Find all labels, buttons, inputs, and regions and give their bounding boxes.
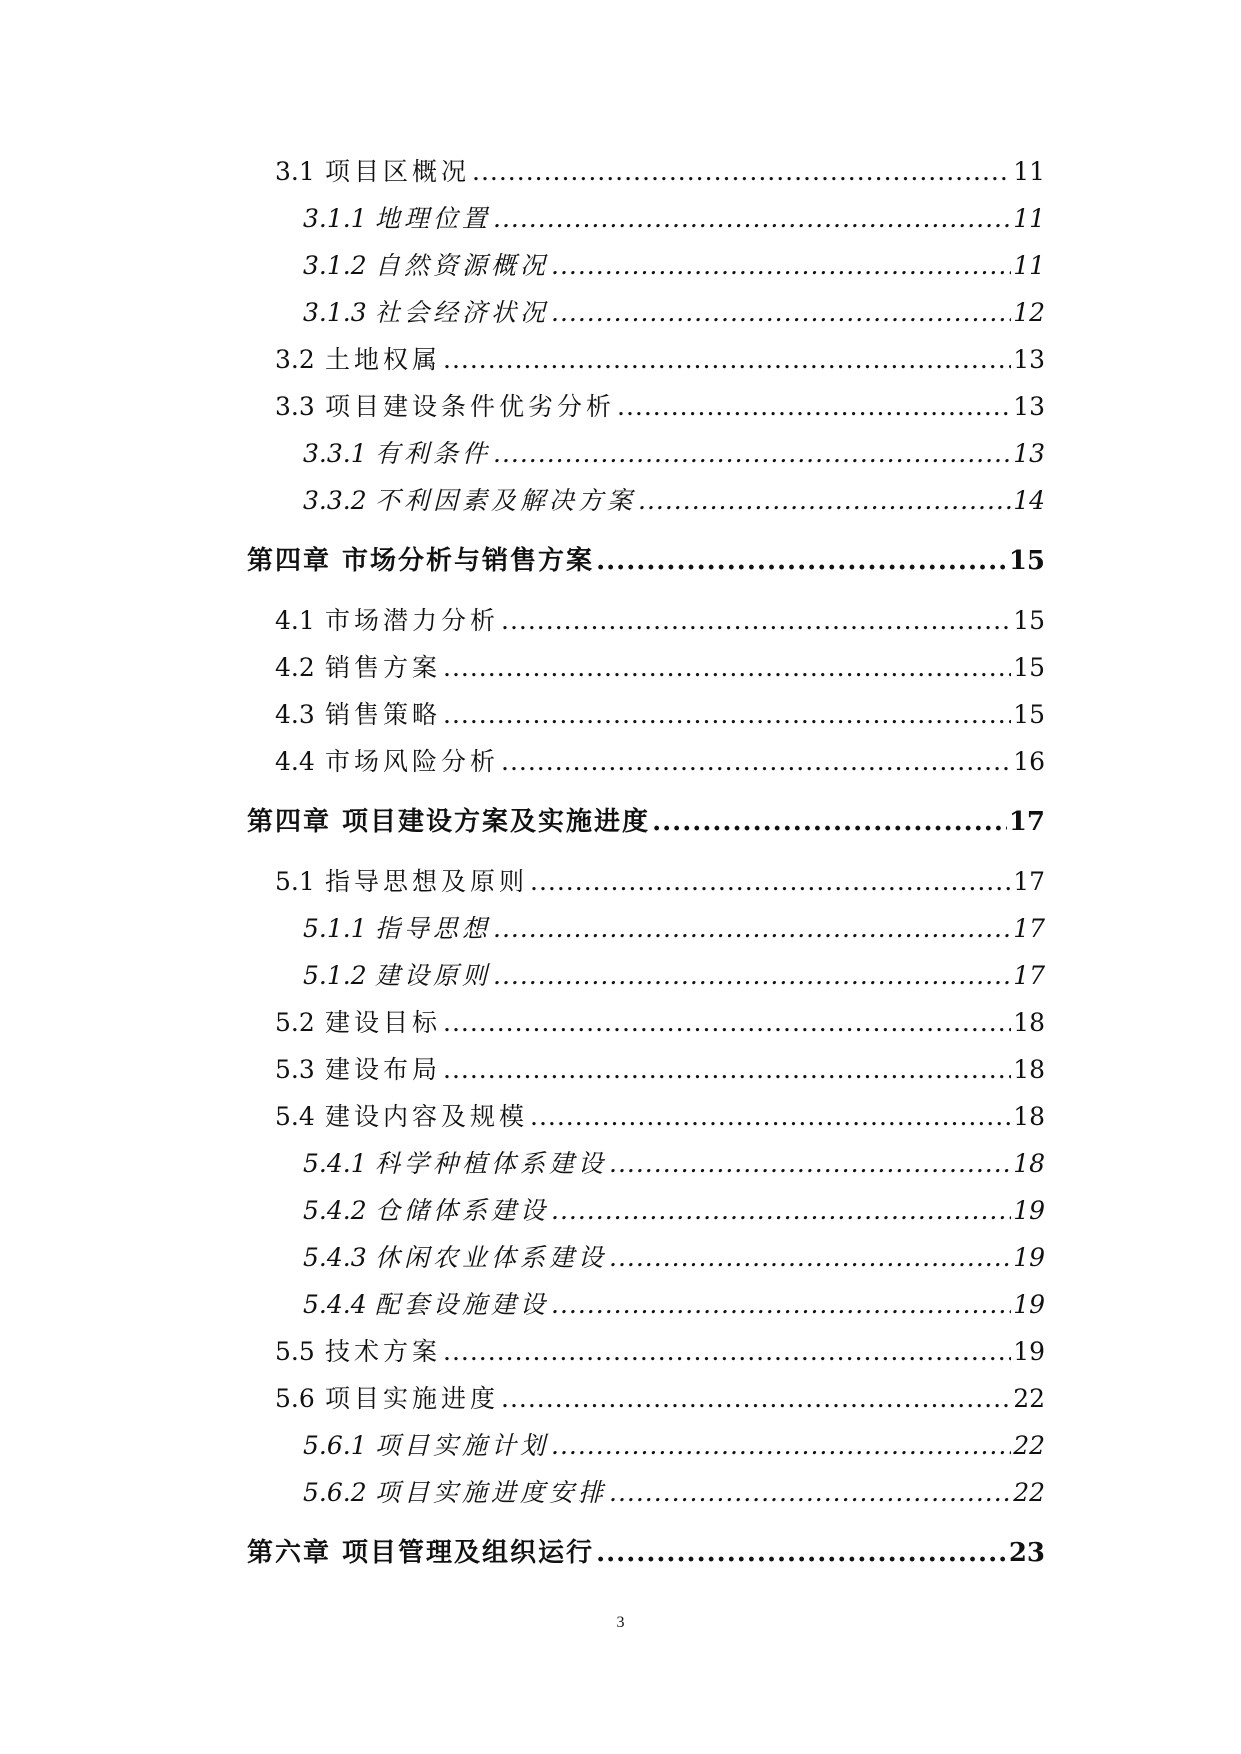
toc-chapter-title: 第四章 项目建设方案及实施进度 bbox=[247, 807, 651, 837]
toc-entry-title: 指导思想 bbox=[375, 914, 492, 943]
toc-entry-title: 建设布局 bbox=[325, 1055, 442, 1084]
toc-chapter-entry[interactable] bbox=[247, 1532, 1045, 1569]
toc-entry-page: 16 bbox=[1013, 747, 1045, 776]
toc-entry-title: 指导思想及原则 bbox=[325, 867, 529, 896]
toc-entry-title: 项目建设条件优劣分析 bbox=[325, 392, 616, 421]
toc-entry-page: 22 bbox=[1013, 1478, 1045, 1507]
toc-entry[interactable] bbox=[303, 199, 1045, 235]
toc-entry-page: 18 bbox=[1013, 1149, 1045, 1178]
toc-entry-number: 5.4.4 bbox=[303, 1290, 367, 1319]
toc-entry-page: 17 bbox=[1013, 867, 1045, 896]
toc-entry[interactable] bbox=[275, 1379, 1045, 1415]
toc-entry-number: 3.3.2 bbox=[303, 486, 367, 515]
toc-entry-page: 19 bbox=[1013, 1290, 1045, 1319]
toc-entry-page: 15 bbox=[1008, 546, 1045, 576]
toc-leader-dots bbox=[638, 486, 1011, 515]
toc-leader-dots bbox=[652, 807, 1007, 837]
toc-leader-dots bbox=[501, 606, 1011, 635]
toc-leader-dots bbox=[530, 867, 1011, 896]
toc-entry[interactable] bbox=[275, 1097, 1045, 1133]
toc-entry-number: 5.6.2 bbox=[303, 1478, 367, 1507]
toc-entry-number: 5.2 bbox=[275, 1008, 315, 1037]
toc-entry-page: 11 bbox=[1013, 157, 1045, 186]
toc-leader-dots bbox=[493, 439, 1011, 468]
toc-entry[interactable] bbox=[275, 1332, 1045, 1368]
toc-leader-dots bbox=[501, 1384, 1011, 1413]
toc-leader-dots bbox=[609, 1478, 1011, 1507]
toc-entry-page: 22 bbox=[1013, 1431, 1045, 1460]
toc-entry-number: 5.4.3 bbox=[303, 1243, 367, 1272]
toc-entry-number: 5.4 bbox=[275, 1102, 315, 1131]
toc-entry[interactable] bbox=[303, 909, 1045, 945]
toc-entry-title: 土地权属 bbox=[325, 345, 442, 374]
toc-entry-page: 11 bbox=[1013, 251, 1045, 280]
toc-entry-page: 19 bbox=[1013, 1337, 1045, 1366]
toc-chapter-entry[interactable] bbox=[247, 540, 1045, 577]
toc-leader-dots bbox=[443, 345, 1011, 374]
toc-entry[interactable] bbox=[303, 1285, 1045, 1321]
toc-entry-page: 17 bbox=[1008, 807, 1045, 837]
toc-entry-page: 17 bbox=[1013, 961, 1045, 990]
toc-entry[interactable] bbox=[303, 1238, 1045, 1274]
toc-entry-page: 22 bbox=[1013, 1384, 1045, 1413]
toc-entry-title: 建设内容及规模 bbox=[325, 1102, 529, 1131]
toc-entry-number: 5.3 bbox=[275, 1055, 315, 1084]
toc-entry[interactable] bbox=[275, 601, 1045, 637]
toc-leader-dots bbox=[551, 298, 1011, 327]
toc-leader-dots bbox=[443, 1055, 1011, 1084]
toc-entry-title: 项目实施进度 bbox=[325, 1384, 500, 1413]
toc-leader-dots bbox=[472, 157, 1011, 186]
toc-entry[interactable] bbox=[275, 1003, 1045, 1039]
toc-leader-dots bbox=[617, 392, 1011, 421]
toc-leader-dots bbox=[501, 747, 1011, 776]
toc-entry-number: 3.1.3 bbox=[303, 298, 367, 327]
toc-entry-page: 12 bbox=[1013, 298, 1045, 327]
toc-entry-number: 3.2 bbox=[275, 345, 315, 374]
toc-entry[interactable] bbox=[275, 862, 1045, 898]
toc-entry-title: 建设原则 bbox=[375, 961, 492, 990]
toc-leader-dots bbox=[443, 653, 1011, 682]
toc-leader-dots bbox=[530, 1102, 1011, 1131]
toc-entry-title: 仓储体系建设 bbox=[375, 1196, 550, 1225]
toc-leader-dots bbox=[609, 1243, 1011, 1272]
toc-entry-title: 技术方案 bbox=[325, 1337, 442, 1366]
toc-leader-dots bbox=[443, 1008, 1011, 1037]
toc-entry[interactable] bbox=[303, 293, 1045, 329]
toc-entry-title: 市场风险分析 bbox=[325, 747, 500, 776]
toc-entry-title: 休闲农业体系建设 bbox=[375, 1243, 608, 1272]
toc-entry-number: 4.2 bbox=[275, 653, 315, 682]
toc-leader-dots bbox=[551, 1431, 1011, 1460]
toc-entry-number: 3.1 bbox=[275, 157, 315, 186]
toc-entry[interactable] bbox=[275, 1050, 1045, 1086]
toc-entry-page: 19 bbox=[1013, 1243, 1045, 1272]
toc-entry-title: 社会经济状况 bbox=[375, 298, 550, 327]
toc-leader-dots bbox=[443, 1337, 1011, 1366]
toc-entry[interactable] bbox=[303, 481, 1045, 517]
toc-entry-page: 19 bbox=[1013, 1196, 1045, 1225]
toc-leader-dots bbox=[551, 1196, 1011, 1225]
toc-entry[interactable] bbox=[303, 1144, 1045, 1180]
toc-entry[interactable] bbox=[275, 340, 1045, 376]
toc-entry-page: 18 bbox=[1013, 1102, 1045, 1131]
toc-entry-number: 5.4.2 bbox=[303, 1196, 367, 1225]
toc-entry-title: 项目实施进度安排 bbox=[375, 1478, 608, 1507]
toc-entry-number: 5.6.1 bbox=[303, 1431, 367, 1460]
toc-entry-page: 15 bbox=[1013, 700, 1045, 729]
toc-entry[interactable] bbox=[303, 434, 1045, 470]
toc-leader-dots bbox=[493, 914, 1011, 943]
toc-entry-number: 5.6 bbox=[275, 1384, 315, 1413]
toc-entry[interactable] bbox=[275, 152, 1045, 188]
toc-leader-dots bbox=[551, 1290, 1011, 1319]
toc-entry-number: 3.1.1 bbox=[303, 204, 367, 233]
toc-entry-number: 4.1 bbox=[275, 606, 315, 635]
toc-entry-number: 3.3 bbox=[275, 392, 315, 421]
toc-entry-number: 5.5 bbox=[275, 1337, 315, 1366]
toc-entry-title: 项目区概况 bbox=[325, 157, 471, 186]
page-number: 3 bbox=[616, 1614, 625, 1631]
toc-leader-dots bbox=[493, 961, 1011, 990]
toc-chapter-entry[interactable] bbox=[247, 801, 1045, 838]
toc-entry-page: 13 bbox=[1013, 439, 1045, 468]
toc-entry-title: 市场潜力分析 bbox=[325, 606, 500, 635]
toc-entry[interactable] bbox=[303, 1473, 1045, 1509]
toc-chapter-title: 第四章 市场分析与销售方案 bbox=[247, 546, 595, 576]
toc-entry[interactable] bbox=[275, 695, 1045, 731]
toc-entry-page: 18 bbox=[1013, 1008, 1045, 1037]
toc-entry-page: 15 bbox=[1013, 653, 1045, 682]
toc-entry-number: 3.1.2 bbox=[303, 251, 367, 280]
toc-entry-page: 17 bbox=[1013, 914, 1045, 943]
toc-entry-title: 配套设施建设 bbox=[375, 1290, 550, 1319]
toc-entry-title: 销售方案 bbox=[325, 653, 442, 682]
toc-entry-title: 科学种植体系建设 bbox=[375, 1149, 608, 1178]
toc-entry-number: 5.4.1 bbox=[303, 1149, 367, 1178]
toc-leader-dots bbox=[609, 1149, 1011, 1178]
toc-entry-number: 4.3 bbox=[275, 700, 315, 729]
toc-entry-number: 4.4 bbox=[275, 747, 315, 776]
toc-entry-number: 5.1 bbox=[275, 867, 315, 896]
toc-entry-title: 地理位置 bbox=[375, 204, 492, 233]
toc-entry-page: 23 bbox=[1008, 1538, 1045, 1568]
toc-leader-dots bbox=[493, 204, 1011, 233]
toc-entry-title: 自然资源概况 bbox=[375, 251, 550, 280]
toc-entry[interactable] bbox=[303, 246, 1045, 282]
toc-entry-title: 建设目标 bbox=[325, 1008, 442, 1037]
toc-entry-page: 11 bbox=[1013, 204, 1045, 233]
toc-leader-dots bbox=[596, 546, 1007, 576]
toc-leader-dots bbox=[443, 700, 1011, 729]
toc-entry[interactable] bbox=[303, 1191, 1045, 1227]
toc-entry-page: 18 bbox=[1013, 1055, 1045, 1084]
toc-entry-number: 3.3.1 bbox=[303, 439, 367, 468]
toc-entry-title: 有利条件 bbox=[375, 439, 492, 468]
toc-entry-title: 项目实施计划 bbox=[375, 1431, 550, 1460]
toc-leader-dots bbox=[551, 251, 1011, 280]
toc-entry-number: 5.1.1 bbox=[303, 914, 367, 943]
toc-entry[interactable] bbox=[275, 387, 1045, 423]
toc-entry-page: 14 bbox=[1013, 486, 1045, 515]
toc-leader-dots bbox=[596, 1538, 1007, 1568]
toc-entry[interactable] bbox=[303, 956, 1045, 992]
toc-entry[interactable] bbox=[303, 1426, 1045, 1462]
toc-entry-title: 不利因素及解决方案 bbox=[375, 486, 637, 515]
toc-entry-number: 5.1.2 bbox=[303, 961, 367, 990]
toc-chapter-title: 第六章 项目管理及组织运行 bbox=[247, 1538, 595, 1568]
toc-entry[interactable] bbox=[275, 742, 1045, 778]
toc-entry-page: 13 bbox=[1013, 345, 1045, 374]
toc-entry-page: 13 bbox=[1013, 392, 1045, 421]
toc-entry-title: 销售策略 bbox=[325, 700, 442, 729]
toc-entry-page: 15 bbox=[1013, 606, 1045, 635]
toc-entry[interactable] bbox=[275, 648, 1045, 684]
